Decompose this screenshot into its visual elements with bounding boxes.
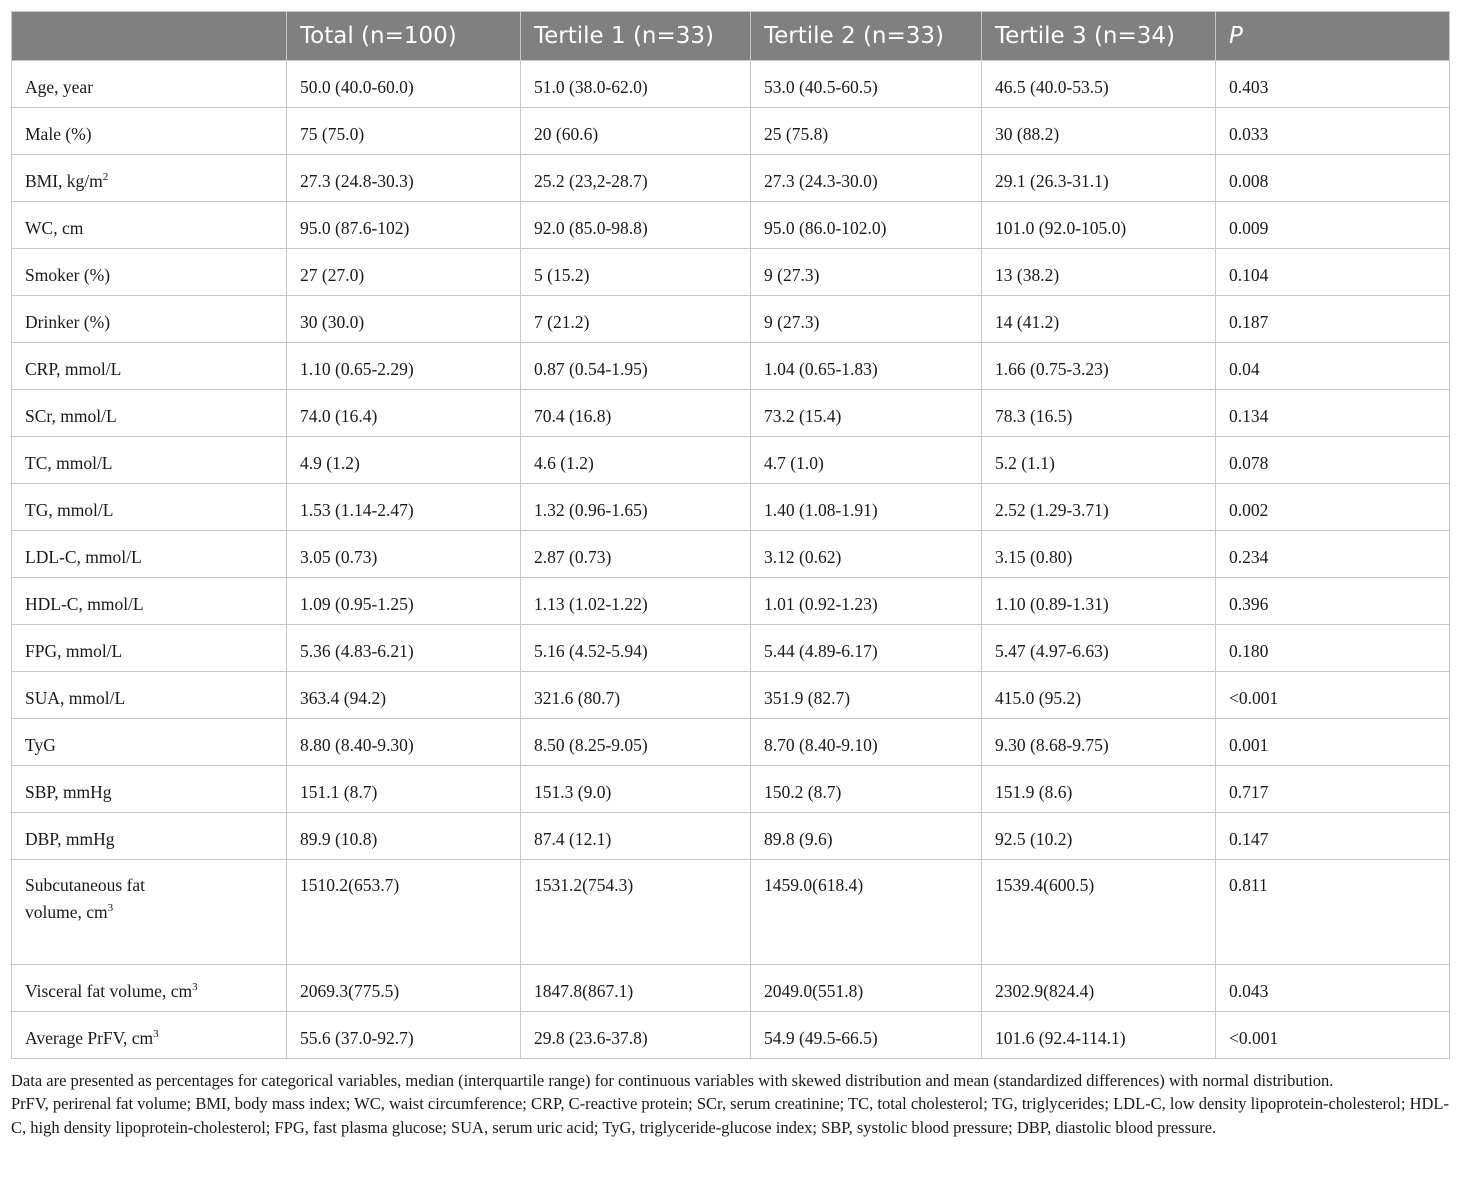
cell-tertile-2: 8.70 (8.40-9.10) [751,719,982,766]
cell-p-value: 0.403 [1216,61,1450,108]
row-label [12,343,287,390]
table-body [12,61,1450,1059]
table-container [11,11,1449,1139]
row-label-text: WC, cm [25,218,84,238]
row-label-text: DBP, mmHg [25,829,115,849]
row-label [12,390,287,437]
table-row [12,719,1450,766]
cell-tertile-3: 1539.4(600.5) [982,860,1216,965]
cell-tertile-2: 1459.0(618.4) [751,860,982,965]
cell-tertile-2: 1.01 (0.92-1.23) [751,578,982,625]
cell-tertile-1: 1531.2(754.3) [521,860,751,965]
cell-total: 1.09 (0.95-1.25) [287,578,521,625]
cell-tertile-1: 5.16 (4.52-5.94) [521,625,751,672]
unit-superscript: 3 [153,1028,159,1041]
row-label [12,860,287,965]
cell-tertile-3: 151.9 (8.6) [982,766,1216,813]
row-label-text: TyG [25,735,56,755]
cell-p-value: 0.147 [1216,813,1450,860]
header-variable [12,12,287,61]
cell-p-value: 0.104 [1216,249,1450,296]
cell-tertile-3: 101.0 (92.0-105.0) [982,202,1216,249]
cell-tertile-2: 53.0 (40.5-60.5) [751,61,982,108]
cell-p-value: 0.078 [1216,437,1450,484]
row-label-text: TC, mmol/L [25,453,113,473]
row-label-text: SUA, mmol/L [25,688,126,708]
unit-superscript: 3 [192,981,198,994]
header-total: Total (n=100) [287,12,521,61]
cell-tertile-2: 89.8 (9.6) [751,813,982,860]
cell-p-value: 0.396 [1216,578,1450,625]
unit-superscript: 2 [102,171,109,184]
row-label-text: Visceral fat volume, cm [25,981,193,1001]
table-row [12,108,1450,155]
row-label [12,766,287,813]
row-label-text: HDL-C, mmol/L [25,594,144,614]
row-label-text: LDL-C, mmol/L [25,547,142,567]
cell-tertile-3: 101.6 (92.4-114.1) [982,1012,1216,1059]
row-label [12,1012,287,1059]
row-label [12,531,287,578]
row-label [12,437,287,484]
row-label [12,719,287,766]
cell-tertile-3: 9.30 (8.68-9.75) [982,719,1216,766]
cell-tertile-1: 20 (60.6) [521,108,751,155]
table-row [12,860,1450,965]
cell-tertile-3: 1.10 (0.89-1.31) [982,578,1216,625]
cell-p-value: 0.717 [1216,766,1450,813]
cell-p-value: 0.001 [1216,719,1450,766]
row-label-text: Subcutaneous fat volume, cm [25,875,146,923]
header-tertile-2: Tertile 2 (n=33) [751,12,982,61]
cell-total: 30 (30.0) [287,296,521,343]
row-label-text: Smoker (%) [25,265,111,285]
row-label [12,108,287,155]
cell-p-value: 0.811 [1216,860,1450,965]
cell-tertile-2: 4.7 (1.0) [751,437,982,484]
cell-tertile-1: 92.0 (85.0-98.8) [521,202,751,249]
cell-tertile-2: 9 (27.3) [751,296,982,343]
cell-tertile-3: 46.5 (40.0-53.5) [982,61,1216,108]
cell-tertile-2: 150.2 (8.7) [751,766,982,813]
table-row [12,155,1450,202]
cell-p-value: <0.001 [1216,1012,1450,1059]
cell-tertile-3: 78.3 (16.5) [982,390,1216,437]
cell-tertile-3: 13 (38.2) [982,249,1216,296]
cell-tertile-1: 1.13 (1.02-1.22) [521,578,751,625]
cell-tertile-3: 2302.9(824.4) [982,965,1216,1012]
cell-tertile-3: 92.5 (10.2) [982,813,1216,860]
row-label [12,813,287,860]
cell-tertile-1: 8.50 (8.25-9.05) [521,719,751,766]
table-row [12,578,1450,625]
table-row [12,249,1450,296]
row-label [12,202,287,249]
cell-tertile-1: 7 (21.2) [521,296,751,343]
cell-tertile-1: 2.87 (0.73) [521,531,751,578]
cell-tertile-1: 0.87 (0.54-1.95) [521,343,751,390]
cell-total: 1.10 (0.65-2.29) [287,343,521,390]
cell-total: 75 (75.0) [287,108,521,155]
cell-tertile-1: 29.8 (23.6-37.8) [521,1012,751,1059]
cell-tertile-3: 29.1 (26.3-31.1) [982,155,1216,202]
cell-tertile-2: 9 (27.3) [751,249,982,296]
cell-p-value: 0.009 [1216,202,1450,249]
cell-total: 50.0 (40.0-60.0) [287,61,521,108]
cell-p-value: <0.001 [1216,672,1450,719]
cell-total: 4.9 (1.2) [287,437,521,484]
cell-p-value: 0.002 [1216,484,1450,531]
cell-tertile-3: 14 (41.2) [982,296,1216,343]
row-label-text: BMI, kg/m [25,171,103,191]
table-row [12,296,1450,343]
header-tertile-1: Tertile 1 (n=33) [521,12,751,61]
characteristics-table [11,11,1450,1059]
row-label-text: TG, mmol/L [25,500,114,520]
row-label-text: Drinker (%) [25,312,111,332]
row-label-text: FPG, mmol/L [25,641,123,661]
table-footnotes [11,1069,1449,1139]
cell-tertile-3: 1.66 (0.75-3.23) [982,343,1216,390]
cell-tertile-2: 95.0 (86.0-102.0) [751,202,982,249]
cell-tertile-3: 3.15 (0.80) [982,531,1216,578]
table-row [12,202,1450,249]
cell-total: 5.36 (4.83-6.21) [287,625,521,672]
cell-tertile-1: 1847.8(867.1) [521,965,751,1012]
row-label [12,249,287,296]
cell-p-value: 0.043 [1216,965,1450,1012]
row-label-text: SCr, mmol/L [25,406,117,426]
cell-tertile-2: 73.2 (15.4) [751,390,982,437]
row-label-text: SBP, mmHg [25,782,112,802]
cell-tertile-3: 415.0 (95.2) [982,672,1216,719]
cell-p-value: 0.234 [1216,531,1450,578]
row-label [12,625,287,672]
cell-total: 8.80 (8.40-9.30) [287,719,521,766]
header-p-value: P [1216,12,1450,61]
cell-tertile-2: 25 (75.8) [751,108,982,155]
table-row [12,1012,1450,1059]
table-row [12,625,1450,672]
cell-tertile-1: 51.0 (38.0-62.0) [521,61,751,108]
row-label [12,155,287,202]
row-label [12,484,287,531]
cell-total: 363.4 (94.2) [287,672,521,719]
cell-tertile-2: 351.9 (82.7) [751,672,982,719]
cell-tertile-1: 321.6 (80.7) [521,672,751,719]
row-label-text: CRP, mmol/L [25,359,122,379]
cell-p-value: 0.180 [1216,625,1450,672]
cell-tertile-2: 1.04 (0.65-1.83) [751,343,982,390]
unit-superscript: 3 [107,902,114,915]
cell-tertile-2: 27.3 (24.3-30.0) [751,155,982,202]
row-label-text: Age, year [25,77,94,97]
cell-p-value: 0.04 [1216,343,1450,390]
cell-total: 1.53 (1.14-2.47) [287,484,521,531]
row-label [12,61,287,108]
cell-tertile-3: 2.52 (1.29-3.71) [982,484,1216,531]
cell-total: 95.0 (87.6-102) [287,202,521,249]
cell-p-value: 0.033 [1216,108,1450,155]
table-row [12,343,1450,390]
cell-tertile-2: 3.12 (0.62) [751,531,982,578]
cell-tertile-1: 4.6 (1.2) [521,437,751,484]
cell-tertile-3: 5.47 (4.97-6.63) [982,625,1216,672]
table-row [12,390,1450,437]
cell-tertile-2: 5.44 (4.89-6.17) [751,625,982,672]
row-label [12,578,287,625]
table-row [12,61,1450,108]
table-row [12,766,1450,813]
cell-total: 27 (27.0) [287,249,521,296]
table-row [12,437,1450,484]
cell-p-value: 0.134 [1216,390,1450,437]
row-label-text: Male (%) [25,124,92,144]
cell-total: 27.3 (24.8-30.3) [287,155,521,202]
cell-tertile-1: 151.3 (9.0) [521,766,751,813]
footnote-abbreviations: PrFV, perirenal fat volume; BMI, body mass index; WC, waist circumference; CRP, C-reactive protein; SCr, serum creatinine; TC, total cholesterol; TG, triglycerides; LDL-C, low density lipoprotein-cholesterol; HDL-C, high density lipoprotein-cholesterol; FPG, fast plasma glucose; SUA, serum uric acid; TyG, triglyceride-glucose index; SBP, systolic blood pressure; DBP, diastolic blood pressure. [11,1094,1449,1137]
table-row [12,484,1450,531]
cell-tertile-2: 1.40 (1.08-1.91) [751,484,982,531]
cell-tertile-1: 1.32 (0.96-1.65) [521,484,751,531]
cell-total: 74.0 (16.4) [287,390,521,437]
cell-p-value: 0.187 [1216,296,1450,343]
footnote-data-presentation: Data are presented as percentages for categorical variables, median (interquartile range) for continuous variables with skewed distribution and mean (standardized differences) with normal distribution. [11,1071,1334,1090]
cell-tertile-2: 2049.0(551.8) [751,965,982,1012]
table-row [12,965,1450,1012]
cell-tertile-1: 70.4 (16.8) [521,390,751,437]
header-row [12,12,1450,61]
row-label-text: Average PrFV, cm [25,1028,154,1048]
cell-tertile-3: 30 (88.2) [982,108,1216,155]
cell-tertile-3: 5.2 (1.1) [982,437,1216,484]
cell-tertile-1: 25.2 (23,2-28.7) [521,155,751,202]
cell-total: 55.6 (37.0-92.7) [287,1012,521,1059]
cell-tertile-2: 54.9 (49.5-66.5) [751,1012,982,1059]
cell-p-value: 0.008 [1216,155,1450,202]
table-row [12,531,1450,578]
header-tertile-3: Tertile 3 (n=34) [982,12,1216,61]
table-row [12,813,1450,860]
cell-total: 1510.2(653.7) [287,860,521,965]
cell-total: 151.1 (8.7) [287,766,521,813]
row-label [12,296,287,343]
row-label [12,965,287,1012]
table-row [12,672,1450,719]
cell-tertile-1: 5 (15.2) [521,249,751,296]
row-label [12,672,287,719]
cell-tertile-1: 87.4 (12.1) [521,813,751,860]
cell-total: 3.05 (0.73) [287,531,521,578]
cell-total: 2069.3(775.5) [287,965,521,1012]
cell-total: 89.9 (10.8) [287,813,521,860]
